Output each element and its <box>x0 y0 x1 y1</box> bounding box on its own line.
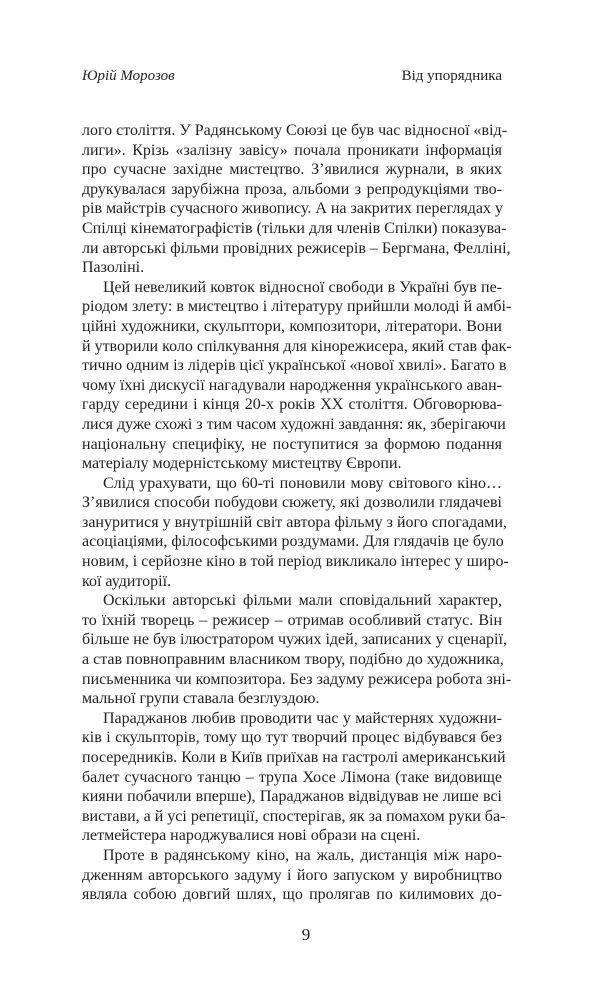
text-line: ків і скульпторів, тому що тут творчий процес відбувався без <box>82 729 502 747</box>
text-line: Цей невеликий ковток відносної свободи в Україні був пе- <box>103 278 502 296</box>
text-line: новим, і серйозне кіно в той період викликало інтерес у широ- <box>82 553 509 571</box>
text-line: Проте в радянському кіно, на жаль, дистанція між наро- <box>103 846 502 864</box>
running-header-section: Від упорядника <box>401 68 502 84</box>
text-line: являла собою довгий шлях, що пролягав по килимових до- <box>82 886 502 904</box>
text-line: З’явилися способи побудови сюжету, які дозволили глядачеві <box>82 494 502 512</box>
text-line: друкувалася зарубіжна проза, альбоми з репродукціями тво- <box>82 180 502 198</box>
text-line: Слід урахувати, що 60-ті поновили мову світового кіно… <box>103 474 502 492</box>
running-header-author: Юрій Морозов <box>82 68 175 84</box>
text-line: матеріалу модерністському мистецтву Європи. <box>82 455 402 473</box>
text-line: лися дуже схожі з тим часом художні завдання: як, зберігаючи <box>82 415 506 433</box>
text-line: дженням авторського задуму і його запуском у виробництво <box>82 866 502 884</box>
text-line: чому їхні дискусії нагадували народження українського аван- <box>82 376 502 394</box>
text-line: мальної групи ставала безглуздою. <box>82 690 320 708</box>
text-line: а став повноправним власником твору, подібно до художника, <box>82 651 504 669</box>
text-line: ли авторські фільми провідних режисерів – Бергмана, Фелліні, <box>82 239 511 257</box>
text-line: балет сучасного танцю – трупа Хосе Лімона (таке видовище <box>82 768 502 786</box>
text-line: кияни побачили вперше), Параджанов відвідував не лише всі <box>82 788 502 806</box>
text-line: рів майстрів сучасного живопису. А на закритих переглядах у <box>82 200 503 218</box>
text-line: то їхній творець – режисер – отримав особливий статус. Він <box>82 611 502 629</box>
text-line: національну специфіку, не поступитися за формою подання <box>82 435 502 453</box>
text-line: лиги». Крізь «залізну завісу» почала проникати інформація <box>82 141 502 159</box>
text-line: Оскільки авторські фільми мали сповідальний характер, <box>103 592 502 610</box>
text-line: тично одним із лідерів цієї української «нової хвилі». Багато в <box>82 357 507 375</box>
text-line: про сучасне західне мистецтво. З’явилися журнали, в яких <box>82 161 502 179</box>
text-line: Пазоліні. <box>82 259 145 277</box>
text-line: ційні художники, скульптори, композитори, літератори. Вони <box>82 317 502 335</box>
text-line: посередників. Коли в Київ приїхав на гастролі американський <box>82 749 506 766</box>
text-line: вистави, а й усі репетиції, спостерігав, як за помахом руки ба- <box>82 807 506 825</box>
text-line: Параджанов любив проводити час у майстернях художни- <box>103 709 502 727</box>
text-line: ріодом злету: в мистецтво і літературу прийшли молоді й амбі- <box>82 298 512 316</box>
text-line: летмейстера народжувалися нові образи на сцені. <box>82 827 421 845</box>
text-line: зануритися у внутрішній світ автора фільму з його спогадами, <box>82 513 507 531</box>
text-line: гарду середини і кінця 20-х років XX століття. Обговорюва- <box>82 396 502 414</box>
text-line: Спілці кінематографістів (тільки для членів Спілки) показува- <box>82 219 507 237</box>
text-line: й утворили коло спілкування для кінорежисера, який став фак- <box>82 337 512 355</box>
page-number: 9 <box>301 925 311 944</box>
text-line: більше не був ілюстратором чужих ідей, записаних у сценарії, <box>82 631 507 649</box>
text-line: асоціаціями, філософськими роздумами. Для глядачів це було <box>82 533 504 551</box>
text-line: кої аудиторії. <box>82 572 172 590</box>
text-line: лого століття. У Радянському Союзі це був час відносної «від- <box>82 122 508 139</box>
text-line: письменника чи композитора. Без задуму режисера робота зні- <box>82 670 512 688</box>
body-text <box>82 121 512 905</box>
